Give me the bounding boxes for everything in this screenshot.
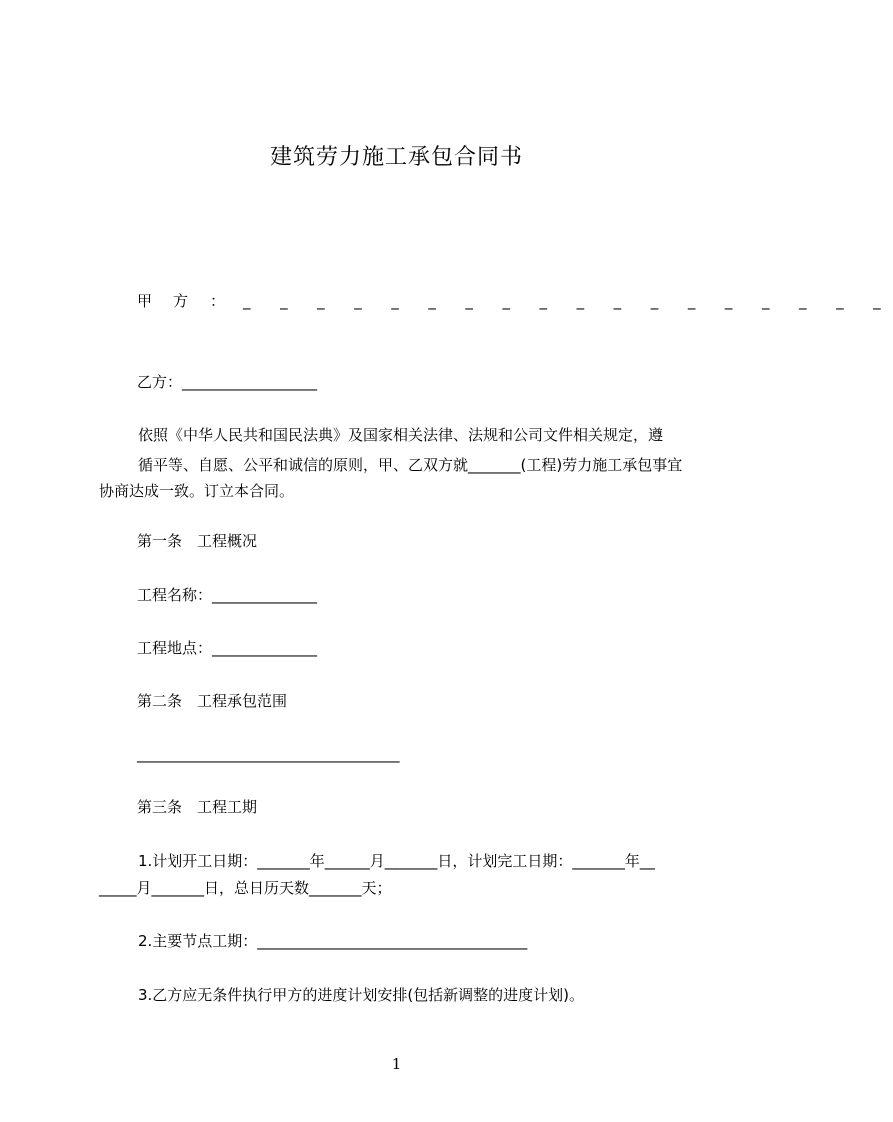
schedule-item-3: 3.乙方应无条件执行甲方的进度计划安排(包括新调整的进度计划)。 xyxy=(138,986,585,1004)
preamble-line-3: 协商达成一致。订立本合同。 xyxy=(99,482,295,500)
article-2-heading: 第二条 工程承包范围 xyxy=(137,692,288,710)
party-a-colon: ： xyxy=(210,292,226,310)
party-b-line: 乙方：__________________ xyxy=(137,373,318,391)
document-title: 建筑劳力施工承包合同书 xyxy=(269,145,523,170)
party-a-blank: _ _ _ _ _ _ _ _ _ _ _ _ _ _ _ _ _ _ xyxy=(243,292,893,310)
article-1-heading: 第一条 工程概况 xyxy=(137,532,258,550)
schedule-item-1-line-1: 1.计划开工日期：_______年______月_______日，计划完工日期：_______年__ xyxy=(138,852,655,870)
article-3-heading: 第三条 工程工期 xyxy=(137,798,258,816)
party-a-char-1: 甲 xyxy=(137,292,153,310)
page-number: 1 xyxy=(391,1055,402,1073)
scope-blank-line: ___________________________________ xyxy=(137,745,400,763)
preamble-line-1: 依照《中华人民共和国民法典》及国家相关法律、法规和公司文件相关规定，遵 xyxy=(138,426,664,444)
schedule-item-2: 2.主要节点工期：____________________________________ xyxy=(138,932,528,950)
party-a-label xyxy=(137,290,225,311)
preamble-line-2: 循平等、自愿、公平和诚信的原则，甲、乙双方就_______(工程)劳力施工承包事宜 xyxy=(138,456,683,474)
project-name-line: 工程名称：______________ xyxy=(137,586,318,604)
project-location-line: 工程地点：______________ xyxy=(137,639,318,657)
party-a-char-2: 方 xyxy=(173,292,189,310)
schedule-item-1-line-2: _____月_______日，总日历天数_______天； xyxy=(99,879,392,897)
